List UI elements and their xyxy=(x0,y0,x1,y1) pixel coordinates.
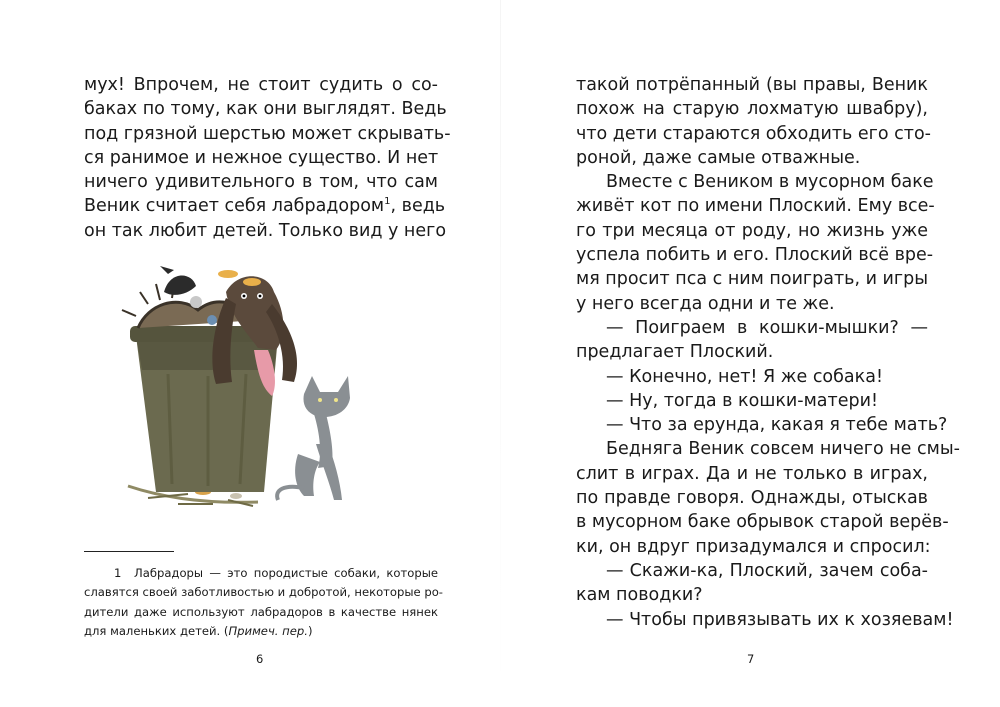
text-line: предлагает Плоский. xyxy=(576,342,774,363)
text-line: — Скажи-ка, Плоский, зачем соба- xyxy=(606,560,928,581)
text-line: похож на старую лохматую швабру), xyxy=(576,99,928,120)
text-line: роной, даже самые отважные. xyxy=(576,147,861,168)
footnote-number: 1 xyxy=(114,566,122,580)
text-line: он так любит детей. Только вид у него xyxy=(84,220,447,241)
text-line: — Ну, тогда в кошки-матери! xyxy=(606,390,878,411)
left-page-text xyxy=(84,73,451,243)
page-number: 7 xyxy=(747,652,755,666)
footnote-divider xyxy=(84,551,174,552)
text-line: Бедняга Веник совсем ничего не смы- xyxy=(606,439,960,460)
text-line: Вместе с Веником в мусорном баке xyxy=(606,172,934,193)
text-line: мух! Впрочем, не стоит судить о со- xyxy=(84,75,438,95)
footnote xyxy=(84,564,443,642)
text-line: ки, он вдруг призадумался и спросил: xyxy=(576,536,931,557)
footnote-line: славятся своей заботливостью и добротой, некоторые ро- xyxy=(84,585,443,600)
footnote-italic-note: Примеч. пер. xyxy=(228,624,308,639)
page-number: 6 xyxy=(256,652,264,666)
text-line: баках по тому, как они выглядят. Ведь xyxy=(84,99,447,120)
text-fragment: Веник считает себя лабрадором xyxy=(84,196,385,217)
text-line: такой потрёпанный (вы правы, Веник xyxy=(576,75,928,95)
footnote-text: ) xyxy=(307,624,313,639)
text-line: мя просит пса с ним поиграть, и игры xyxy=(576,269,929,290)
right-page xyxy=(500,0,1000,707)
text-line: — Поиграем в кошки-мышки? — xyxy=(606,317,928,338)
text-line: го три месяца от роду, но жизнь уже xyxy=(576,220,928,241)
footnote-text: для маленьких детей. ( xyxy=(84,624,229,639)
text-line xyxy=(84,194,446,218)
footnote-reference: 1 xyxy=(384,196,391,208)
text-line: кам поводки? xyxy=(576,585,703,606)
footnote-line xyxy=(84,622,438,641)
text-line: под грязной шерстью может скрывать- xyxy=(84,123,451,144)
text-line: в мусорном баке обрывок старой верёв- xyxy=(576,512,949,533)
footnote-line: дители даже используют лабрадоров в качестве нянек xyxy=(84,604,438,619)
text-fragment: , ведь xyxy=(390,196,446,217)
text-line: успела побить и его. Плоский всё вре- xyxy=(576,245,934,266)
text-line: по правде говоря. Однажды, отыскав xyxy=(576,488,928,509)
text-line: живёт кот по имени Плоский. Ему все- xyxy=(576,196,935,217)
text-line: ся ранимое и нежное существо. И нет xyxy=(84,147,439,168)
text-line: у него всегда одни и те же. xyxy=(576,293,835,314)
text-line: — Чтобы привязывать их к хозяевам! xyxy=(606,609,954,630)
footnote-text: Лабрадоры — это породистые собаки, которые xyxy=(134,566,438,580)
right-page-text xyxy=(576,73,960,632)
text-line: — Конечно, нет! Я же собака! xyxy=(606,366,883,387)
text-line: ничего удивительного в том, что сам xyxy=(84,172,438,193)
text-line: слит в играх. Да и не только в играх, xyxy=(576,463,928,484)
text-line: что дети стараются обходить его сто- xyxy=(576,123,931,144)
footnote-line xyxy=(84,564,438,583)
dog-and-cat-in-trash-can-illustration xyxy=(108,264,368,529)
text-line: — Что за ерунда, какая я тебе мать? xyxy=(606,415,948,436)
